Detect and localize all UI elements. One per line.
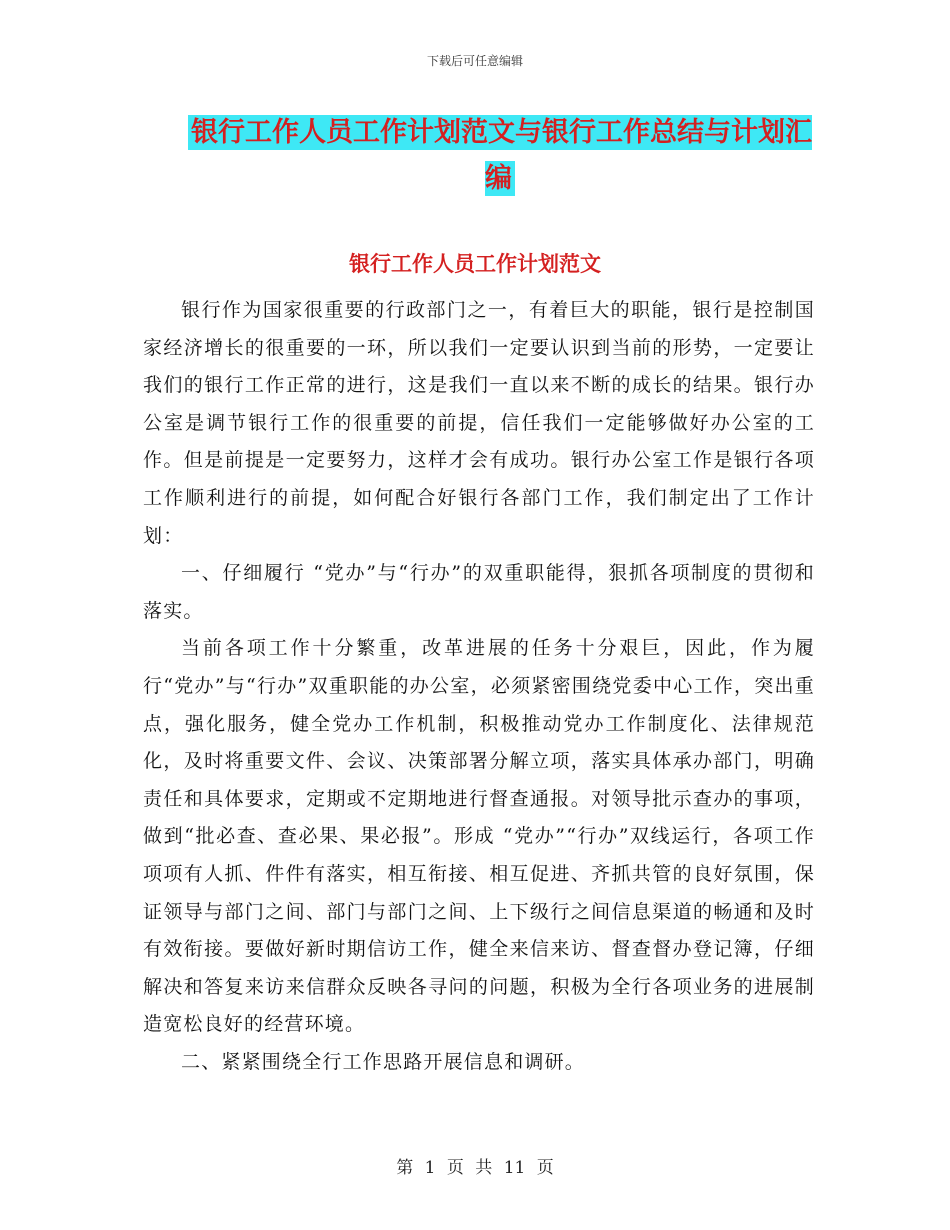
header-note: 下载后可任意编辑 (426, 54, 523, 68)
body-paragraph: 一、仔细履行 “党办”与“行办”的双重职能得，狠抓各项制度的贯彻和落实。 (143, 562, 815, 622)
body-paragraph: 当前各项工作十分繁重，改革进展的任务十分艰巨，因此，作为履行“党办”与“行办”双重职能的办公室，必须紧密围绕党委中心工作，突出重点，强化服务，健全党办工作机制，积极推动党办工作制度化、法律规范化，及时将重要文件、会议、决策部署分解立项，落实具体承办部门，明确责任和具体要求，定期或不定期地进行督查通报。对领导批示查办的事项，做到“批必查、查必果、果必报”。形成 “党办”“行办”双线运行，各项工作项项有人抓、件件有落实，相互衔接、相互促进、齐抓共管的良好氛围，保证领导与部门之间、部门与部门之间、上下级行之间信息渠道的畅通和及时有效衔接。要做好新时期信访工作，健全来信来访、督查督办登记簿，仔细解决和答复来访来信群众反映各寻问的问题，积极为全行各项业务的进展制造宽松良好的经营环境。 (143, 637, 815, 1036)
page-indicator: 第 1 页 共 11 页 (396, 1158, 554, 1178)
document-title-text: 银行工作人员工作计划范文与银行工作总结与计划汇编 (188, 115, 812, 196)
section-title: 银行工作人员工作计划范文 (349, 252, 601, 276)
body-paragraph: 银行作为国家很重要的行政部门之一，有着巨大的职能，银行是控制国家经济增长的很重要的一环，所以我们一定要认识到当前的形势，一定要让我们的银行工作正常的进行，这是我们一直以来不断的成长的结果。银行办公室是调节银行工作的很重要的前提，信任我们一定能够做好办公室的工作。但是前提是一定要努力，这样才会有成功。银行办公室工作是银行各项工作顺利进行的前提，如何配合好银行各部门工作，我们制定出了工作计划： (143, 299, 815, 547)
body-paragraph: 二、紧紧围绕全行工作思路开展信息和调研。 (181, 1050, 586, 1073)
document-body (143, 292, 815, 1081)
document-title (185, 110, 815, 202)
